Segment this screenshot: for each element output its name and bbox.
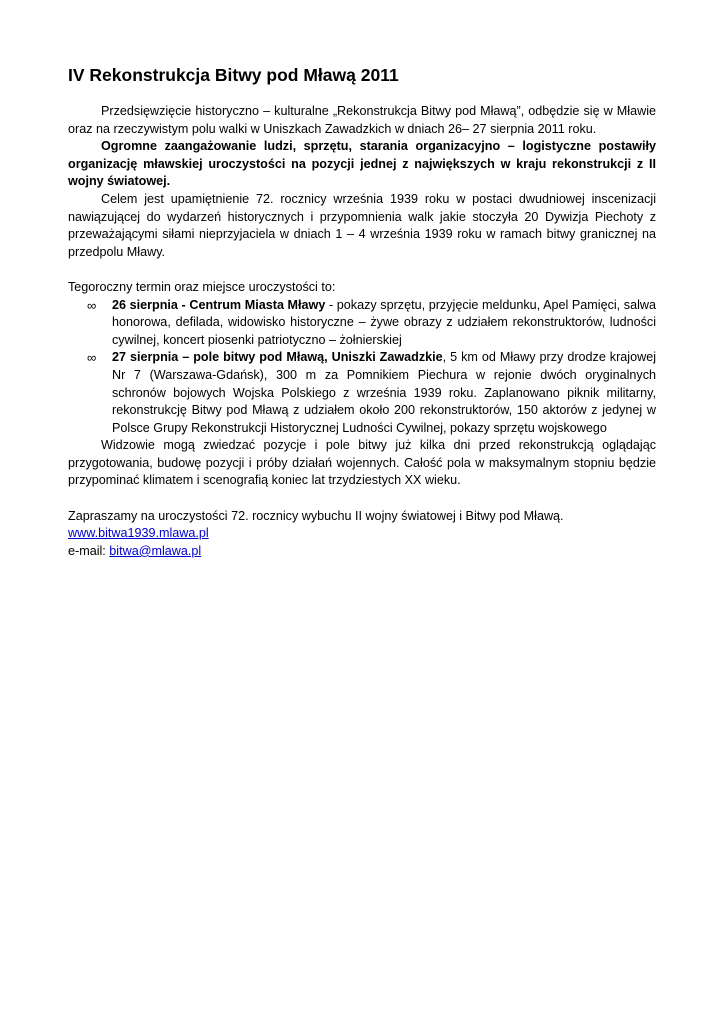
email-label: e-mail: bbox=[68, 543, 110, 558]
website-link[interactable]: www.bitwa1939.mlawa.pl bbox=[68, 526, 209, 541]
event-item bbox=[68, 349, 656, 437]
event-heading: 26 sierpnia - Centrum Miasta Mławy bbox=[112, 297, 326, 312]
document-body bbox=[68, 64, 656, 560]
event-description: - pokazy sprzętu, przyjęcie meldunku, Apel Pamięci, salwa honorowa, defilada, widowisko historyczne – żywe obrazy z udziałem rekonstruktorów, ludności cywilnej, koncert piosenki patriotyczno – żołnierskiej bbox=[112, 297, 656, 347]
email-link[interactable]: bitwa@mlawa.pl bbox=[109, 543, 202, 558]
infinity-bullet-icon: ∞ bbox=[87, 350, 97, 366]
event-item bbox=[68, 297, 656, 350]
intro-paragraph: Przedsięwzięcie historyczno – kulturalne „Rekonstrukcja Bitwy pod Mławą”, odbędzie się w Mławie oraz na rzeczywistym polu walki w Uniszkach Zawadzkich w dniach 26– 27 sierpnia 2011 roku. bbox=[68, 104, 656, 136]
event-heading: 27 sierpnia – pole bitwy pod Mławą, Uniszki Zawadzkie bbox=[112, 350, 443, 365]
invitation-text: Zapraszamy na uroczystości 72. rocznicy wybuchu II wojny światowej i Bitwy pod Mławą. bbox=[68, 508, 564, 523]
visitors-paragraph: Widzowie mogą zwiedzać pozycje i pole bitwy już kilka dni przed rekonstrukcją oglądając przygotowania, budowę pozycji i próby działań wojennych. Całość pola w maksymalnym stopniu będzie przypominać klimatem i scenografią koniec lat trzydziestych XX wieku. bbox=[68, 438, 656, 488]
purpose-paragraph: Celem jest upamiętnienie 72. rocznicy września 1939 roku w postaci dwudniowej inscenizacji nawiązującej do wydarzeń historycznych i przypomnienia walk jakie stoczyła 20 Dywizja Piechoty z przeważającymi siłami nieprzyjaciela w dniach 1 – 4 września 1939 roku w ramach bitwy granicznej na przedpolu Mławy. bbox=[68, 191, 656, 259]
event-description: , 5 km od Mławy przy drodze krajowej Nr 7 (Warszawa-Gdańsk), 300 m za Pomnikiem Piechura w rejonie dwóch oryginalnych schronów bojowych Wojska Polskiego z września 1939 roku. Zaplanowano piknik militarny, rekonstrukcję Bitwy pod Mławą z udziałem około 200 rekonstruktorów, 150 aktorów z jedynej w Polsce Grupy Rekonstrukcji Historycznej Ludności Cywilnej, pokazy sprzętu wojskowego bbox=[112, 350, 656, 435]
email-line bbox=[68, 543, 656, 561]
event-list bbox=[68, 297, 656, 438]
schedule-intro: Tegoroczny termin oraz miejsce uroczystości to: bbox=[68, 279, 336, 294]
spacer bbox=[68, 261, 656, 279]
website-line bbox=[68, 525, 656, 543]
highlight-paragraph: Ogromne zaangażowanie ludzi, sprzętu, starania organizacyjno – logistyczne postawiły organizację mławskiej uroczystości na pozycji jednej z największych w kraju rekonstrukcji z II wojny światowej. bbox=[68, 139, 656, 189]
spacer bbox=[68, 490, 656, 508]
infinity-bullet-icon: ∞ bbox=[87, 297, 97, 313]
document-title: IV Rekonstrukcja Bitwy pod Mławą 2011 bbox=[68, 65, 399, 85]
